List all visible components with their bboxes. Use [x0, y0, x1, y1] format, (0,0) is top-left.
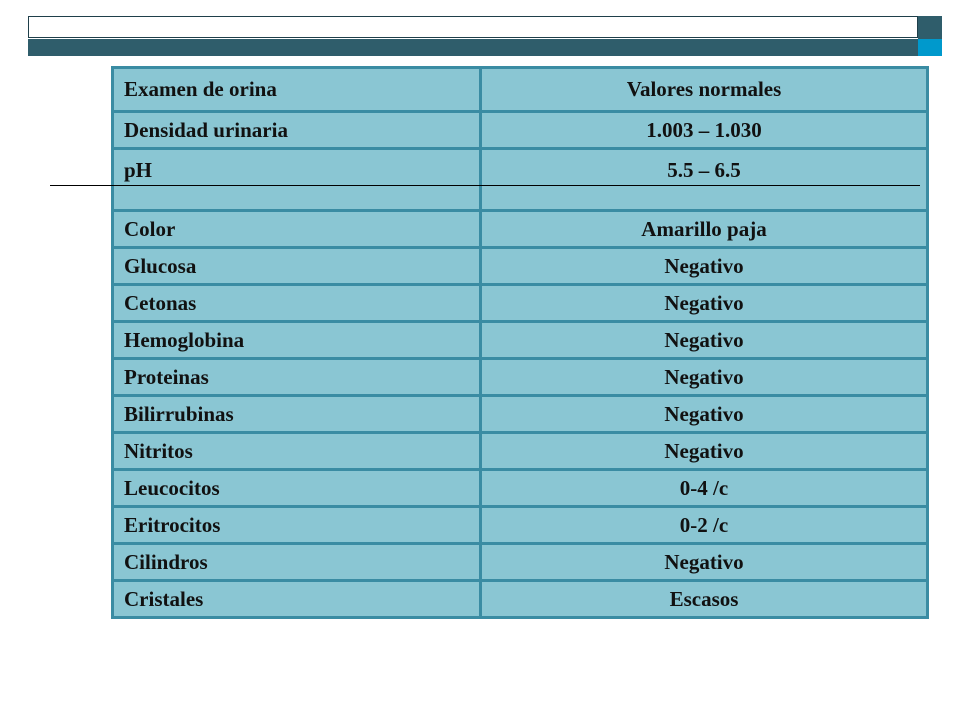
exam-name-cell: Densidad urinaria	[113, 112, 481, 149]
exam-name-cell: Hemoglobina	[113, 322, 481, 359]
header-banner-bottom	[28, 39, 918, 56]
table-row	[113, 544, 928, 581]
normal-value-cell: 5.5 – 6.5	[481, 149, 928, 211]
normal-value-cell: Negativo	[481, 248, 928, 285]
table-row	[113, 149, 928, 211]
header-exam-cell: Examen de orina	[113, 68, 481, 112]
exam-name-cell: Bilirrubinas	[113, 396, 481, 433]
exam-name-cell: Leucocitos	[113, 470, 481, 507]
table-row	[113, 433, 928, 470]
exam-name-cell: Color	[113, 211, 481, 248]
normal-value-cell: Negativo	[481, 285, 928, 322]
normal-value-cell: 1.003 – 1.030	[481, 112, 928, 149]
exam-name-cell: Cilindros	[113, 544, 481, 581]
normal-value-cell: Negativo	[481, 396, 928, 433]
table-row	[113, 581, 928, 618]
exam-name-cell: Cetonas	[113, 285, 481, 322]
table-row	[113, 396, 928, 433]
normal-value-cell: Negativo	[481, 322, 928, 359]
normal-value-cell: Negativo	[481, 433, 928, 470]
normal-value-cell: 0-4 /c	[481, 470, 928, 507]
table-row	[113, 359, 928, 396]
table-row	[113, 211, 928, 248]
banner-square-accent	[918, 39, 942, 56]
exam-name-cell: Proteinas	[113, 359, 481, 396]
table-row	[113, 248, 928, 285]
exam-name-cell: Cristales	[113, 581, 481, 618]
table-header-row	[113, 68, 928, 112]
table-row	[113, 112, 928, 149]
table-row	[113, 507, 928, 544]
normal-value-cell: Escasos	[481, 581, 928, 618]
exam-name-cell: Nitritos	[113, 433, 481, 470]
urine-values-table	[111, 66, 929, 619]
header-banner-top	[28, 16, 918, 38]
table-row	[113, 285, 928, 322]
exam-name-cell: Glucosa	[113, 248, 481, 285]
table-row	[113, 322, 928, 359]
header-values-cell: Valores normales	[481, 68, 928, 112]
horizontal-rule	[50, 185, 920, 186]
exam-name-cell: Eritrocitos	[113, 507, 481, 544]
banner-square-dark	[918, 16, 942, 39]
normal-value-cell: 0-2 /c	[481, 507, 928, 544]
exam-name-cell: pH	[113, 149, 481, 211]
normal-value-cell: Amarillo paja	[481, 211, 928, 248]
normal-value-cell: Negativo	[481, 359, 928, 396]
normal-value-cell: Negativo	[481, 544, 928, 581]
table-row	[113, 470, 928, 507]
